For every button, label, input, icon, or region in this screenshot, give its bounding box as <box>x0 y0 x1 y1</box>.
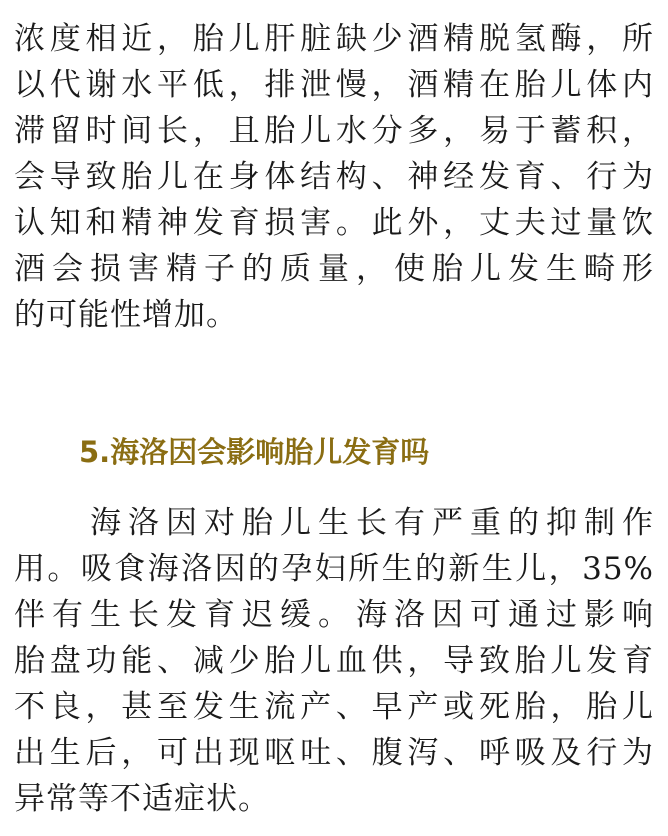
text-line: 异常等不适症状。 <box>14 781 270 817</box>
text-line: 浓度相近，胎儿肝脏缺少酒精脱氢酶，所 <box>14 21 654 57</box>
text-line: 用。吸食海洛因的孕妇所生的新生儿，35% <box>14 551 654 587</box>
paragraph-heroin-effects <box>14 500 654 822</box>
text-line: 酒会损害精子的质量，使胎儿发生畸形 <box>14 251 654 287</box>
text-line: 会导致胎儿在身体结构、神经发育、行为 <box>14 159 654 195</box>
text-line: 的可能性增加。 <box>14 297 238 333</box>
text-line: 出生后，可出现呕吐、腹泻、呼吸及行为 <box>14 735 654 771</box>
text-line: 伴有生长发育迟缓。海洛因可通过影响 <box>14 597 654 633</box>
text-line: 以代谢水平低，排泄慢，酒精在胎儿体内 <box>14 67 654 103</box>
text-line: 海洛因对胎儿生长有严重的抑制作 <box>14 505 654 541</box>
text-line: 认知和精神发育损害。此外，丈夫过量饮 <box>14 205 654 241</box>
text-line: 不良，甚至发生流产、早产或死胎，胎儿 <box>14 689 654 725</box>
section-heading: 5.海洛因会影响胎儿发育吗 <box>79 435 430 469</box>
text-line: 滞留时间长，且胎儿水分多，易于蓄积， <box>14 113 654 149</box>
text-line: 胎盘功能、减少胎儿血供，导致胎儿发育 <box>14 643 654 679</box>
paragraph-alcohol-effects <box>14 16 654 338</box>
